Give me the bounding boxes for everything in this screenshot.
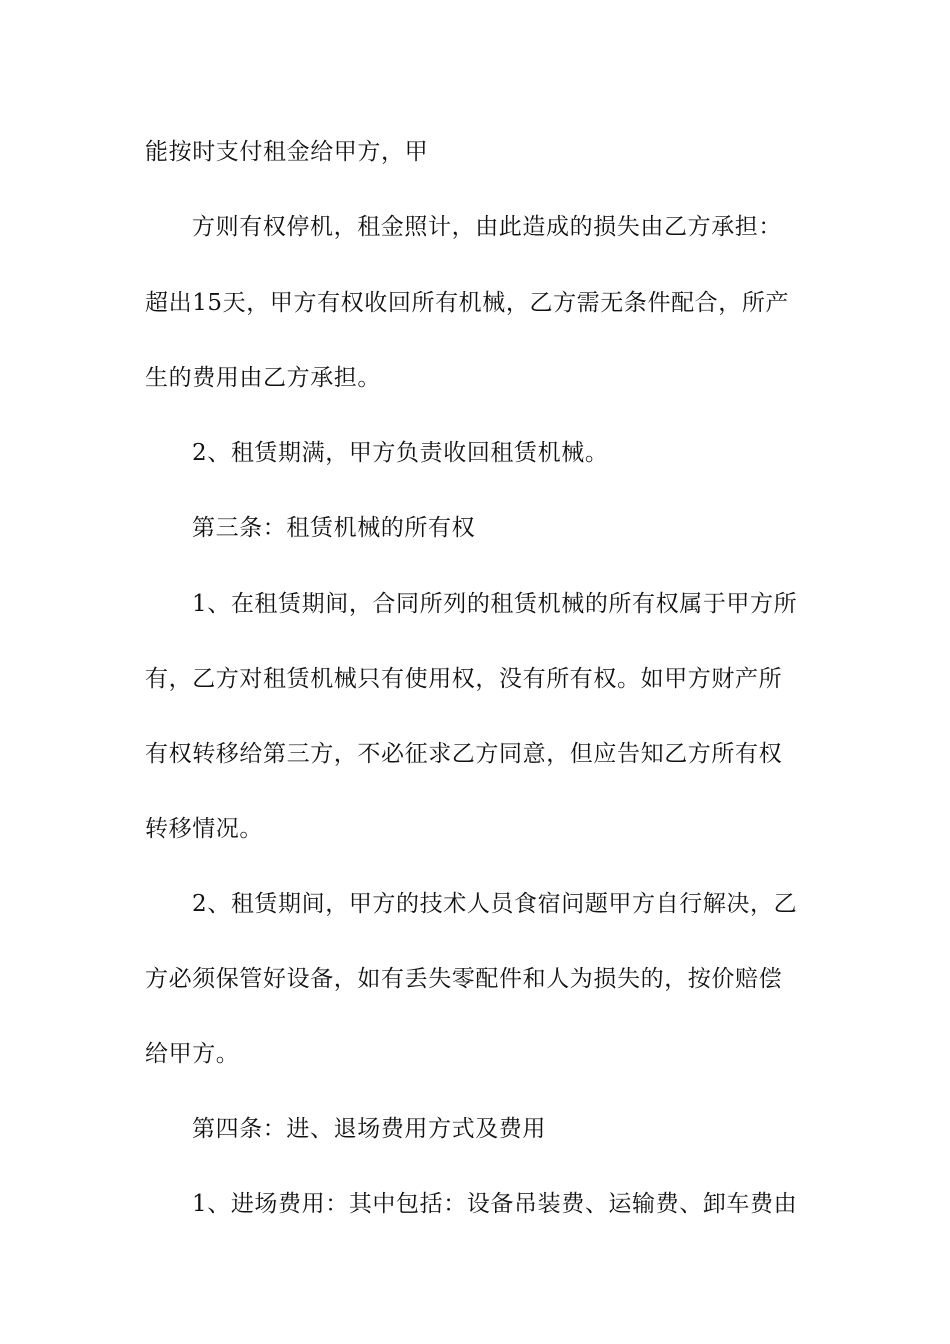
- body-text-line: 有，乙方对租赁机械只有使用权，没有所有权。如甲方财产所: [145, 666, 783, 692]
- list-item: 1、在租赁期间，合同所列的租赁机械的所有权属于甲方所: [192, 591, 798, 617]
- list-item: 1、进场费用：其中包括：设备吊装费、运输费、卸车费由: [192, 1191, 798, 1217]
- section-heading: 第四条：进、退场费用方式及费用: [192, 1116, 546, 1142]
- list-item: 2、租赁期满，甲方负责收回租赁机械。: [192, 440, 609, 466]
- body-text-line: 生的费用由乙方承担。: [145, 365, 381, 391]
- body-text-line: 方必须保管好设备，如有丢失零配件和人为损失的，按价赔偿: [145, 966, 783, 992]
- body-text-line: 能按时支付租金给甲方，甲: [145, 139, 429, 165]
- section-heading: 第三条：租赁机械的所有权: [192, 515, 476, 541]
- body-text-line: 超出15天，甲方有权收回所有机械，乙方需无条件配合，所产: [145, 290, 790, 316]
- body-text-line: 给甲方。: [145, 1041, 240, 1067]
- body-text-line: 方则有权停机，租金照计，由此造成的损失由乙方承担：: [192, 214, 782, 240]
- body-text-line: 有权转移给第三方，不必征求乙方同意，但应告知乙方所有权: [145, 741, 783, 767]
- body-text-line: 转移情况。: [145, 816, 263, 842]
- list-item: 2、租赁期间，甲方的技术人员食宿问题甲方自行解决，乙: [192, 891, 798, 917]
